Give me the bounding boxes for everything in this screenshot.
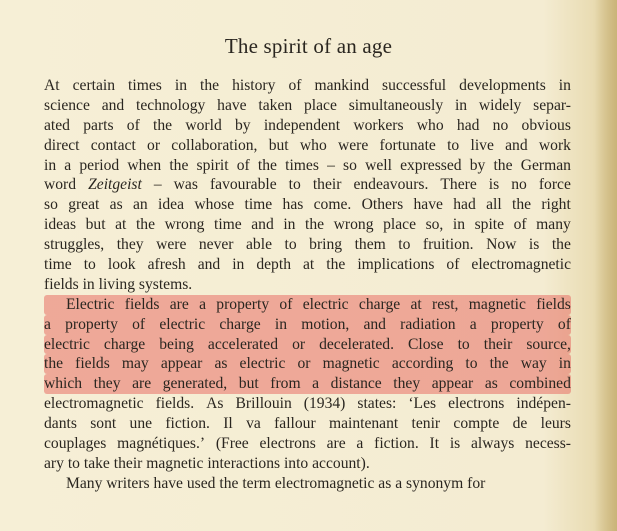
highlighted-line: Electric fields are a property of electric charge at rest, magnetic fields	[44, 295, 571, 315]
highlighted-line: a property of electric charge in motion, and radiation a property of	[44, 315, 571, 333]
body-text	[44, 76, 571, 494]
page-gutter-shadow	[595, 0, 617, 531]
text-line: in a period when the spirit of the times – so well expressed by the German	[44, 156, 571, 174]
text-line: ary to take their magnetic interactions into account).	[44, 454, 370, 472]
text-line: fields in living systems.	[44, 275, 193, 293]
highlighted-line: which they are generated, but from a distance they appear as combined	[44, 375, 571, 393]
text-line: couplages magnétiques.’ (Free electrons are a fiction. It is always necess-	[44, 435, 571, 453]
text-line: word Zeitgeist – was favourable to their endeavours. There is no force	[44, 176, 571, 194]
text-line: ideas but at the wrong time and in the wrong place so, in spite of many	[44, 216, 571, 234]
text-line: electromagnetic fields. As Brillouin (1934) states: ‘Les electrons indépen-	[44, 395, 571, 413]
page-title: The spirit of an age	[224, 34, 393, 58]
text-line: Many writers have used the term electromagnetic as a synonym for	[66, 474, 486, 492]
text-line: so great as an idea whose time has come. Others have had all the right	[44, 196, 571, 214]
text-line: ated parts of the world by independent workers who had no obvious	[44, 116, 571, 134]
text-line: struggles, they were never able to bring them to fruition. Now is the	[44, 236, 571, 254]
highlighted-line: electric charge being accelerated or decelerated. Close to their source,	[44, 335, 571, 353]
text-line: direct contact or collaboration, but who were fortunate to live and work	[44, 136, 571, 154]
text-line: At certain times in the history of mankind successful developments in	[44, 77, 571, 94]
text-line: dants sont une fiction. Il va fallour maintenant tenir compte de leurs	[44, 415, 571, 433]
text-line: science and technology have taken place simultaneously in widely separ-	[44, 96, 571, 114]
text-line: time to look afresh and in depth at the implications of electromagnetic	[44, 256, 571, 274]
highlighted-line: the fields may appear as electric or magnetic according to the way in	[44, 355, 571, 373]
